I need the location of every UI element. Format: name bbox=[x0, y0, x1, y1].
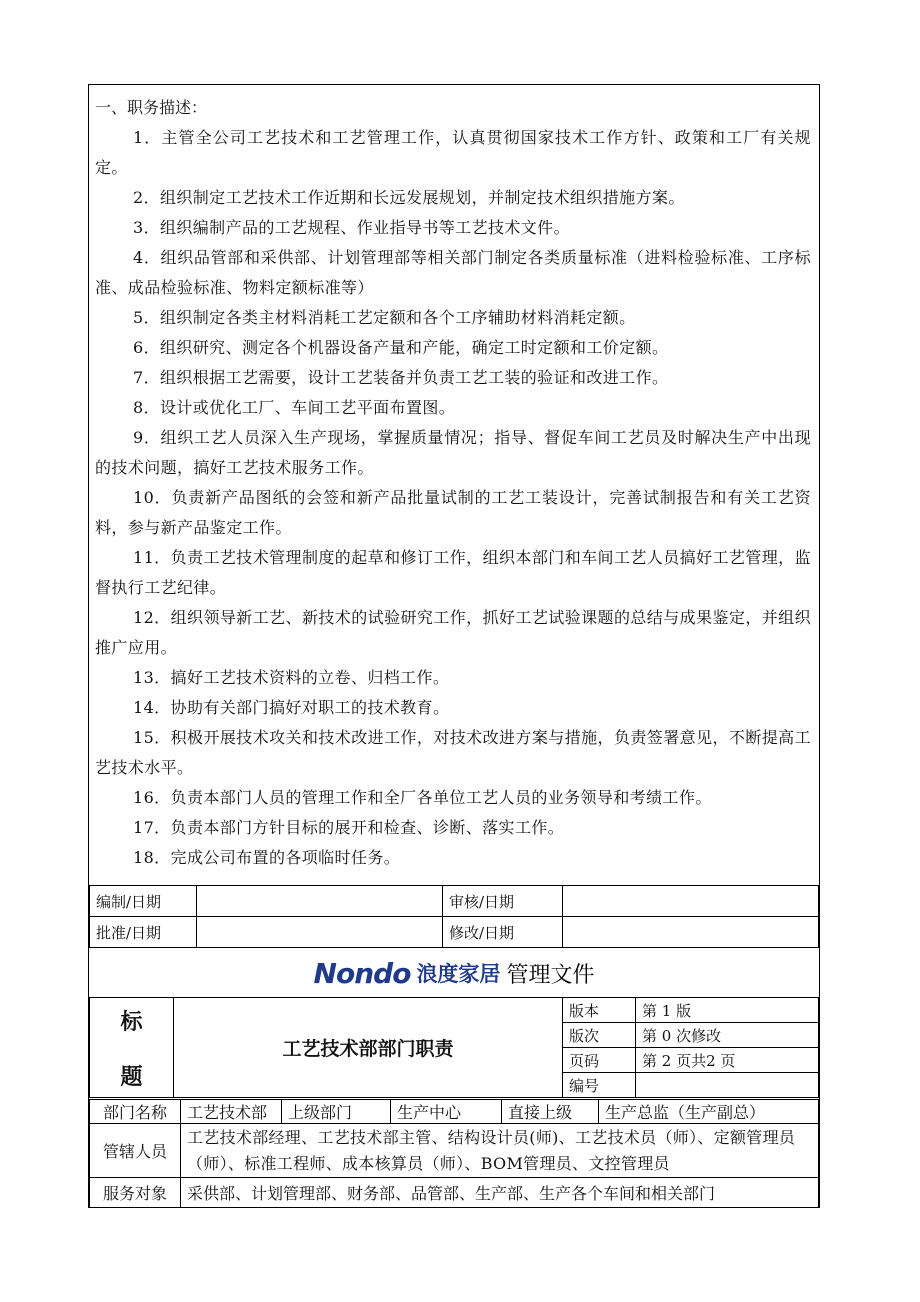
duty-item: 2．组织制定工艺技术工作近期和长远发展规划，并制定技术组织措施方案。 bbox=[133, 188, 685, 207]
document-meta-table bbox=[89, 997, 819, 1098]
page-label: 页码 bbox=[563, 1048, 636, 1073]
service-value: 采供部、计划管理部、财务部、品管部、生产部、生产各个车间和相关部门 bbox=[181, 1178, 819, 1208]
duty-item: 4．组织品管部和采供部、计划管理部等相关部门制定各类质量标准（进料检验标准、工序标准、成品检验标准、物料定额标准等） bbox=[95, 248, 811, 297]
revision-value: 第 0 次修改 bbox=[636, 1023, 819, 1048]
brand-logo-cn: 浪度家居 bbox=[416, 962, 501, 986]
signoff-table bbox=[89, 885, 819, 948]
version-label: 版本 bbox=[563, 998, 636, 1023]
number-label: 编号 bbox=[563, 1073, 636, 1098]
duty-item: 1．主管全公司工艺技术和工艺管理工作，认真贯彻国家技术工作方针、政策和工厂有关规定。 bbox=[95, 128, 811, 177]
duty-item: 7．组织根据工艺需要，设计工艺装备并负责工艺工装的验证和改进工作。 bbox=[133, 368, 669, 387]
title-label-char-1: 标 bbox=[120, 1008, 143, 1035]
staff-value: 工艺技术部经理、工艺技术部主管、结构设计员(师)、工艺技术员（师）、定额管理员（师）、标准工程师、成本核算员（师）、BOM管理员、文控管理员 bbox=[181, 1124, 819, 1178]
document-title: 工艺技术部部门职责 bbox=[174, 998, 563, 1098]
version-value: 第 1 版 bbox=[636, 998, 819, 1023]
document-type: 管理文件 bbox=[506, 962, 595, 988]
duty-item: 11．负责工艺技术管理制度的起草和修订工作，组织本部门和车间工艺人员搞好工艺管理，监督执行工艺纪律。 bbox=[95, 548, 811, 597]
duty-item: 18．完成公司布置的各项临时任务。 bbox=[133, 848, 401, 867]
direct-label: 直接上级 bbox=[502, 1100, 599, 1124]
company-header bbox=[89, 947, 819, 998]
page-value: 第 2 页共2 页 bbox=[636, 1048, 819, 1073]
approved-label: 批准/日期 bbox=[90, 917, 197, 948]
job-description bbox=[95, 93, 811, 873]
reviewed-value bbox=[563, 886, 819, 917]
duty-list bbox=[95, 123, 811, 873]
duty-item: 12．组织领导新工艺、新技术的试验研究工作，抓好工艺试验课题的总结与成果鉴定，并组织推广应用。 bbox=[95, 608, 811, 657]
duty-item: 6．组织研究、测定各个机器设备产量和产能，确定工时定额和工价定额。 bbox=[133, 338, 669, 357]
staff-label: 管辖人员 bbox=[90, 1124, 181, 1178]
superior-label: 上级部门 bbox=[282, 1100, 391, 1124]
duty-item: 9．组织工艺人员深入生产现场，掌握质量情况；指导、督促车间工艺员及时解决生产中出现的技术问题，搞好工艺技术服务工作。 bbox=[95, 428, 811, 477]
duty-item: 15．积极开展技术攻关和技术改进工作，对技术改进方案与措施，负责签署意见，不断提高工艺技术水平。 bbox=[95, 728, 811, 777]
prepared-label: 编制/日期 bbox=[90, 886, 197, 917]
service-label: 服务对象 bbox=[90, 1178, 181, 1208]
duty-item: 14．协助有关部门搞好对职工的技术教育。 bbox=[133, 698, 450, 717]
approved-value bbox=[197, 917, 443, 948]
duty-item: 10．负责新产品图纸的会签和新产品批量试制的工艺工装设计，完善试制报告和有关工艺资料，参与新产品鉴定工作。 bbox=[95, 488, 811, 537]
title-label-char-2: 题 bbox=[120, 1063, 143, 1090]
number-value bbox=[636, 1073, 819, 1098]
duty-item: 3．组织编制产品的工艺规程、作业指导书等工艺技术文件。 bbox=[133, 218, 570, 237]
section-heading: 一、职务描述： bbox=[95, 98, 208, 117]
direct-value: 生产总监（生产副总） bbox=[599, 1100, 819, 1124]
superior-value: 生产中心 bbox=[391, 1100, 502, 1124]
duty-item: 16．负责本部门人员的管理工作和全厂各单位工艺人员的业务领导和考绩工作。 bbox=[133, 788, 712, 807]
duty-item: 13．搞好工艺技术资料的立卷、归档工作。 bbox=[133, 668, 450, 687]
duty-item: 17．负责本部门方针目标的展开和检查、诊断、落实工作。 bbox=[133, 818, 565, 837]
dept-value: 工艺技术部 bbox=[181, 1100, 282, 1124]
signoff-row bbox=[90, 917, 819, 948]
duty-item: 5．组织制定各类主材料消耗工艺定额和各个工序辅助材料消耗定额。 bbox=[133, 308, 636, 327]
duty-item: 8．设计或优化工厂、车间工艺平面布置图。 bbox=[133, 398, 456, 417]
company-logo bbox=[314, 957, 595, 990]
document-sheet bbox=[88, 84, 820, 1208]
reviewed-label: 审核/日期 bbox=[443, 886, 563, 917]
title-label bbox=[90, 998, 174, 1098]
brand-logo-latin: Nondo bbox=[313, 956, 411, 990]
dept-label: 部门名称 bbox=[90, 1100, 181, 1124]
revised-label: 修改/日期 bbox=[443, 917, 563, 948]
revised-value bbox=[563, 917, 819, 948]
prepared-value bbox=[197, 886, 443, 917]
signoff-row bbox=[90, 886, 819, 917]
department-info-table bbox=[89, 1099, 819, 1208]
revision-label: 版次 bbox=[563, 1023, 636, 1048]
